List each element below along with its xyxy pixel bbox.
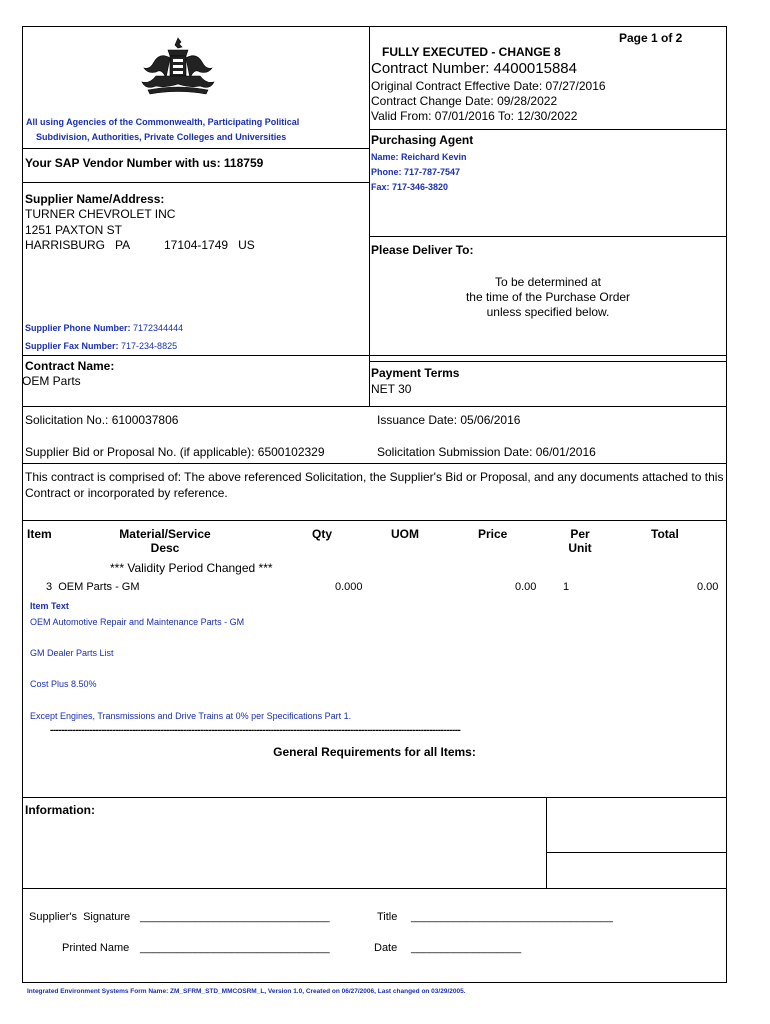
supplier-fax-label: Supplier Fax Number: (25, 341, 119, 351)
deliver-line1: To be determined at (494, 275, 602, 289)
submission-date: Solicitation Submission Date: 06/01/2016 (377, 445, 596, 459)
contract-name-label: Contract Name: (25, 359, 115, 373)
col-material-line1: Material/Service (119, 527, 211, 541)
col-material-line2: Desc (150, 541, 180, 555)
row-total: 0.00 (697, 581, 719, 593)
deliver-line3: unless specified below. (486, 305, 610, 319)
agent-phone: Phone: 717-787-7547 (371, 167, 461, 177)
supplier-fax (25, 341, 177, 351)
title-line[interactable]: _________________________________ (411, 911, 613, 923)
payment-terms-label: Payment Terms (371, 366, 460, 380)
supplier-zip: 17104-1749 US (164, 238, 255, 252)
issuance-date: Issuance Date: 05/06/2016 (377, 413, 521, 427)
col-per-line1: Per (570, 527, 590, 541)
row-qty: 0.000 (335, 581, 363, 593)
supplier-phone-value: 7172344444 (133, 323, 184, 333)
contract-name-value: OEM Parts (22, 374, 81, 388)
col-total: Total (651, 527, 679, 541)
date-label: Date (374, 942, 398, 954)
item-text-line: OEM Automotive Repair and Maintenance Parts - GM (30, 617, 245, 627)
purchasing-agent-label: Purchasing Agent (371, 133, 474, 147)
item-text-line: Except Engines, Transmissions and Drive Trains at 0% per Specifications Part 1. (30, 711, 352, 721)
vendor-number: Your SAP Vendor Number with us: 118759 (25, 156, 264, 170)
date-line[interactable]: __________________ (411, 942, 522, 954)
comprised-text: This contract is comprised of: The above referenced Solicitation, the Supplier's Bid or Proposal, and any documents attached to this Contract or incorporated by reference. (25, 470, 724, 500)
supplier-signature-line[interactable]: _______________________________ (140, 911, 330, 923)
agent-name: Name: Reichard Kevin (371, 152, 467, 162)
col-price: Price (478, 527, 508, 541)
title-label: Title (377, 911, 398, 923)
payment-terms-value: NET 30 (371, 382, 412, 396)
general-requirements: General Requirements for all Items: (273, 745, 476, 759)
supplier-signature-label: Supplier's Signature (29, 911, 131, 923)
item-text-label: Item Text (30, 601, 69, 611)
contract-change-date: Contract Change Date: 09/28/2022 (371, 94, 558, 108)
dash-divider: ------------------------------------------------------------------------------------------------------------------------------------------------- (50, 725, 461, 736)
bid-number: Supplier Bid or Proposal No. (if applicable): 6500102329 (25, 445, 325, 459)
commonwealth-seal-icon (138, 36, 218, 98)
supplier-phone (25, 323, 183, 333)
supplier-street: 1251 PAXTON ST (25, 223, 122, 237)
validity-note: *** Validity Period Changed *** (110, 561, 273, 575)
row-price: 0.00 (515, 581, 537, 593)
supplier-fax-value: 717-234-8825 (121, 341, 178, 351)
table-row (0, 581, 770, 597)
col-per-unit (560, 527, 600, 555)
deliver-line2: the time of the Purchase Order (465, 290, 631, 304)
col-uom: UOM (391, 527, 419, 541)
item-text-line: Cost Plus 8.50% (30, 679, 97, 689)
supplier-label: Supplier Name/Address: (25, 192, 165, 206)
agencies-line1: All using Agencies of the Commonwealth, Participating Political (26, 117, 300, 127)
col-material (100, 527, 230, 555)
col-item: Item (27, 527, 52, 541)
page-label: Page 1 of 2 (619, 31, 683, 45)
agent-fax: Fax: 717-346-3820 (371, 182, 449, 192)
information-label: Information: (25, 803, 95, 817)
contract-number: Contract Number: 4400015884 (371, 60, 577, 77)
form-footer: Integrated Environment Systems Form Name: ZM_SFRM_STD_MMCOSRM_L, Version 1.0, Created on 06/27/2006, Last changed on 03/29/2005. (27, 988, 466, 995)
supplier-name: TURNER CHEVROLET INC (25, 207, 176, 221)
supplier-city: HARRISBURG PA (25, 238, 131, 252)
deliver-to-label: Please Deliver To: (371, 243, 474, 257)
supplier-phone-label: Supplier Phone Number: (25, 323, 131, 333)
original-effective-date: Original Contract Effective Date: 07/27/2016 (371, 79, 606, 93)
item-text-line: GM Dealer Parts List (30, 648, 114, 658)
agencies-line2: Subdivision, Authorities, Private Colleges and Universities (36, 132, 287, 142)
col-per-line2: Unit (568, 541, 592, 555)
contract-status: FULLY EXECUTED - CHANGE 8 (382, 45, 561, 59)
row-line: 3 OEM Parts - GM (46, 581, 140, 593)
solicitation-number: Solicitation No.: 6100037806 (25, 413, 179, 427)
row-per: 1 (563, 581, 570, 593)
printed-name-line[interactable]: _______________________________ (140, 942, 330, 954)
valid-range: Valid From: 07/01/2016 To: 12/30/2022 (371, 109, 578, 123)
col-qty: Qty (312, 527, 333, 541)
printed-name-label: Printed Name (62, 942, 130, 954)
